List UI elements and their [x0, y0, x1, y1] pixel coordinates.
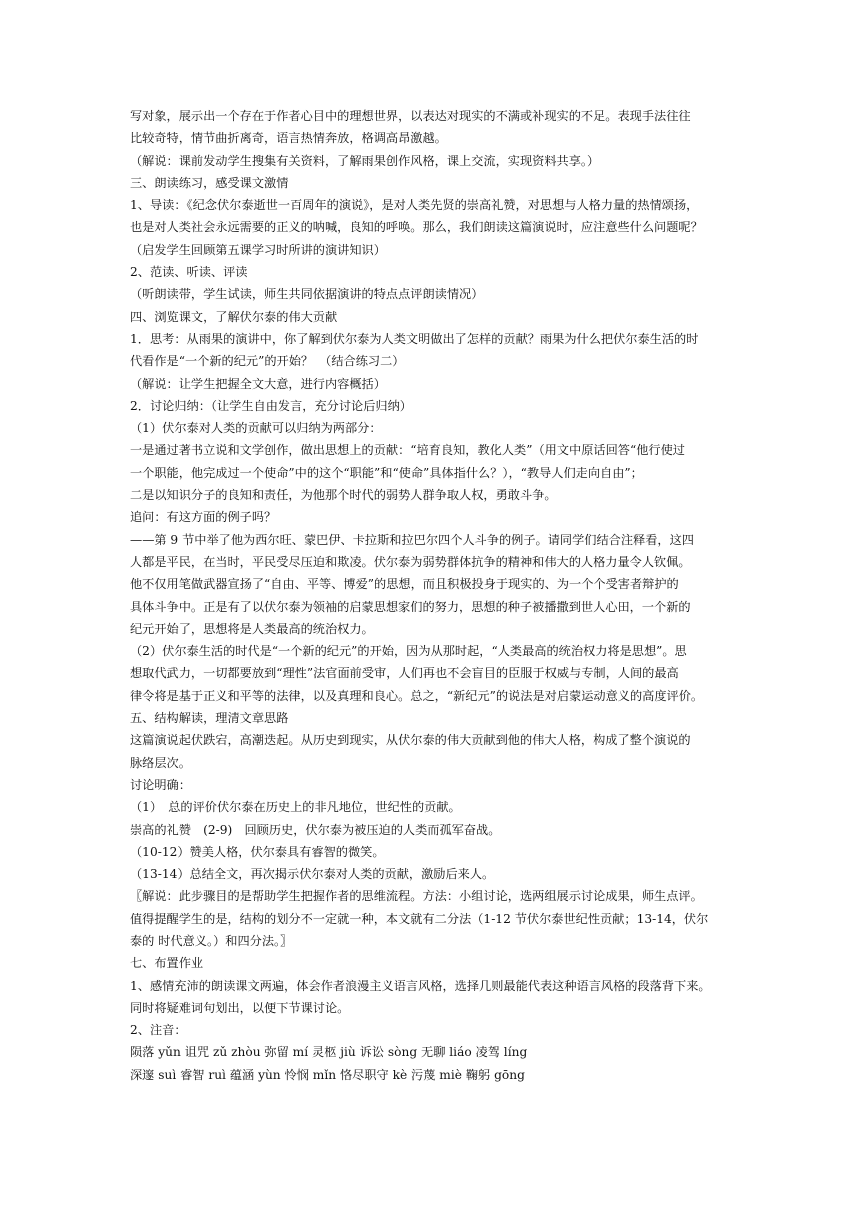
text-line: 四、浏览课文，了解伏尔泰的伟大贡献 — [130, 309, 338, 324]
text-line: 1、感情充沛的朗读课文两遍，体会作者浪漫主义语言风格，选择几则最能代表这种语言风格的段落背下来。 — [130, 978, 711, 993]
text-line: 深邃 suì 睿智 ruì 蕴涵 yùn 怜悯 mǐn 恪尽职守 kè 污蔑 miè 鞠躬 gōng — [130, 1067, 525, 1082]
text-line: 写对象，展示出一个存在于作者心目中的理想世界，以表达对现实的不满或补现实的不足。表现手法往往 — [130, 109, 691, 123]
text-line: 人都是平民，在当时，平民受尽压迫和欺凌。伏尔泰为弱势群体抗争的精神和伟大的人格力量令人钦佩。 — [130, 554, 691, 569]
text-line: 一是通过著书立说和文学创作，做出思想上的贡献：“培育良知，教化人类”（用文中原话回答“他行使过 — [130, 443, 685, 458]
text-line: ——第 9 节中举了他为西尔旺、蒙巴伊、卡拉斯和拉巴尔四个人斗争的例子。请同学们结合注释看，这四 — [130, 532, 694, 547]
text-line: （1） 总的评价伏尔泰在历史上的非凡地位，世纪性的贡献。 — [130, 800, 461, 815]
text-line: 2、范读、听读、评读 — [130, 265, 248, 280]
text-line: （13-14）总结全文，再次揭示伏尔泰对人类的贡献，激励后来人。 — [130, 867, 495, 882]
text-line: 陨落 yǔn 诅咒 zǔ zhòu 弥留 mí 灵柩 jiù 诉讼 sòng 无聊 liáo 凌驾 líng — [130, 1045, 528, 1060]
text-line: 五、结构解读，理清文章思路 — [130, 711, 289, 726]
text-line: （启发学生回顾第五课学习时所讲的演讲知识） — [130, 242, 386, 257]
text-line: 代看作是“一个新的纪元”的开始？ （结合练习二） — [130, 354, 405, 369]
text-line: 纪元开始了，思想将是人类最高的统治权力。 — [130, 621, 374, 636]
text-line: 讨论明确： — [130, 777, 191, 792]
text-line: 二是以知识分子的良知和责任，为他那个时代的弱势人群争取人权，勇敢斗争。 — [130, 488, 557, 503]
text-line: （听朗读带，学生试读，师生共同依据演讲的特点点评朗读情况） — [130, 287, 484, 302]
text-line: 追问：有这方面的例子吗？ — [130, 510, 277, 525]
text-line: 律令将是基于正义和平等的法律，以及真理和良心。总之，“新纪元”的说法是对启蒙运动意义的高度评价。 — [130, 688, 704, 703]
text-line: 七、布置作业 — [130, 956, 204, 971]
text-line: 2．讨论归纳：（让学生自由发言，充分讨论后归纳） — [130, 398, 412, 413]
text-line: （10-12）赞美人格，伏尔泰具有睿智的微笑。 — [130, 844, 385, 859]
text-line: 崇高的礼赞 (2-9) 回顾历史，伏尔泰为被压迫的人类而孤军奋战。 — [130, 822, 501, 837]
text-line: 1、导读：《纪念伏尔泰逝世一百周年的演说》，是对人类先贤的崇高礼赞，对思想与人格力量的热情颂扬， — [130, 198, 699, 213]
text-line: 他不仅用笔做武器宣扬了“自由、平等、博爱”的思想，而且积极投身于现实的、为一个个受害者辩护的 — [130, 577, 679, 592]
text-line: 三、朗读练习，感受课文激情 — [130, 175, 289, 190]
text-line: 想取代武力，一切都要放到“理性”法官面前受审，人们再也不会盲目的臣服于权威与专制，人间的最高 — [130, 666, 679, 681]
text-line: 比较奇特，情节曲折离奇，语言热情奔放，格调高昂激越。 — [130, 131, 447, 146]
text-line: 这篇演说起伏跌宕，高潮迭起。从历史到现实，从伏尔泰的伟大贡献到他的伟大人格，构成了整个演说的 — [130, 733, 691, 748]
document-body — [130, 105, 740, 1086]
text-line: 1．思考：从雨果的演讲中，你了解到伏尔泰为人类文明做出了怎样的贡献？雨果为什么把伏尔泰生活的时 — [130, 331, 699, 346]
text-line: （解说：课前发动学生搜集有关资料，了解雨果创作风格，课上交流，实现资料共享。） — [130, 153, 600, 168]
text-line: 脉络层次。 — [130, 755, 191, 770]
text-line: 值得提醒学生的是，结构的划分不一定就一种，本文就有二分法（1-12 节伏尔泰世纪性贡献；13-14，伏尔 — [130, 911, 709, 926]
text-line: 〖解说：此步骤目的是帮助学生把握作者的思维流程。方法：小组讨论，选两组展示讨论成果，师生点评。 — [130, 889, 703, 904]
text-line: （1）伏尔泰对人类的贡献可以归纳为两部分： — [130, 421, 382, 436]
text-line: （2）伏尔泰生活的时代是“一个新的纪元”的开始，因为从那时起，“人类最高的统治权力将是思想”。思 — [130, 644, 687, 659]
text-line: 同时将疑难词句划出，以便下节课讨论。 — [130, 1000, 350, 1015]
text-line: 泰的 时代意义。）和四分法。〗 — [130, 933, 293, 948]
text-line: 也是对人类社会永远需要的正义的呐喊，良知的呼唤。那么，我们朗读这篇演说时，应注意些什么问题呢？ — [130, 220, 703, 235]
text-line: （解说：让学生把握全文大意，进行内容概括） — [130, 376, 386, 391]
text-line: 2、注音： — [130, 1023, 187, 1038]
text-line: 一个职能，他完成过一个使命”中的这个“职能”和“使命”具体指什么？），“教导人们走向自由”； — [130, 465, 643, 480]
text-line: 具体斗争中。正是有了以伏尔泰为领袖的启蒙思想家们的努力，思想的种子被播撒到世人心田，一个新的 — [130, 599, 691, 614]
